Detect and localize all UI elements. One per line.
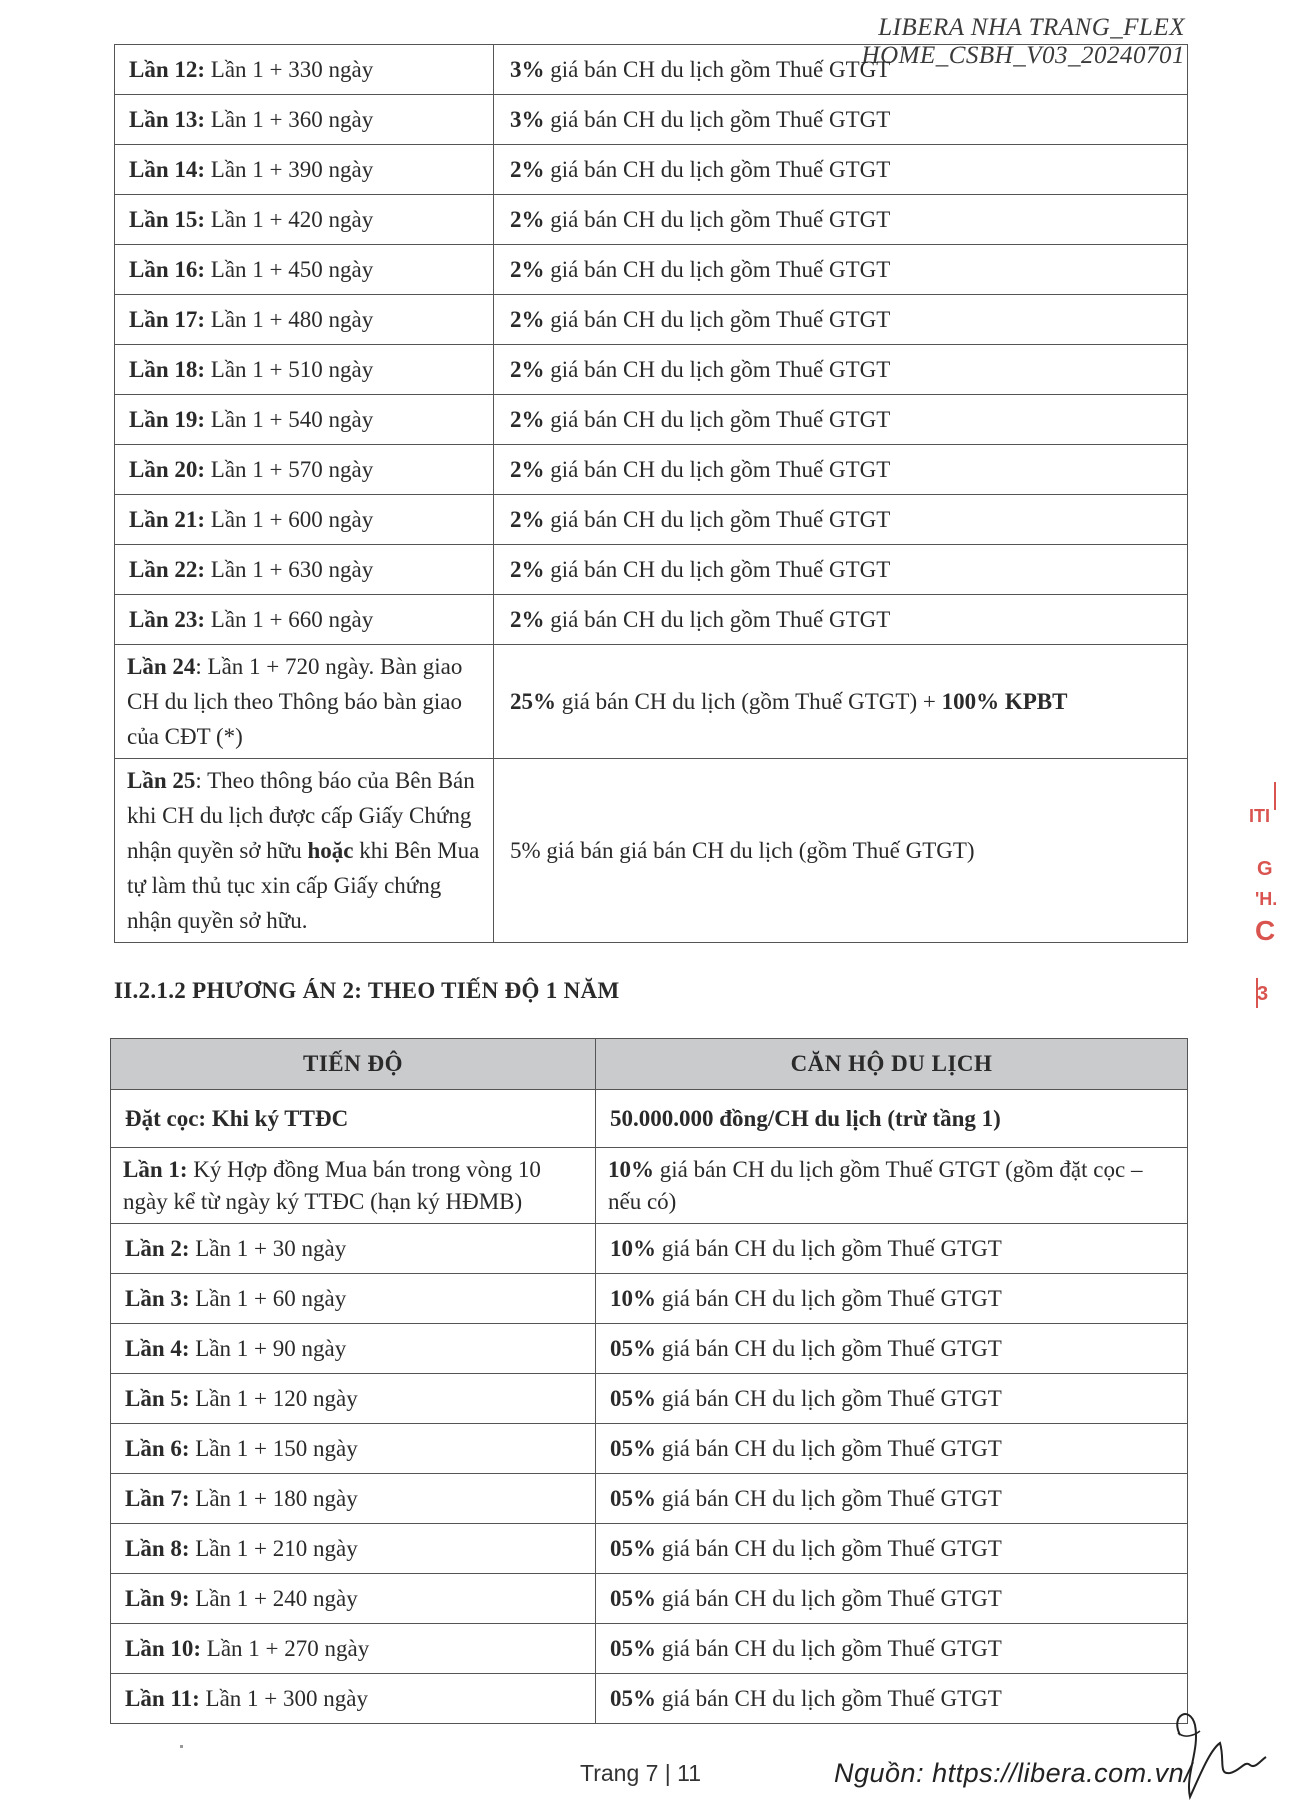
amount-desc: giá bán CH du lịch gồm Thuế GTGT: [544, 306, 891, 332]
row1-pct: 10%: [608, 1156, 654, 1182]
amount-cell: [596, 1524, 1188, 1574]
table-row: [111, 1624, 1188, 1674]
amount-cell: [596, 1424, 1188, 1474]
milestone-label: Lần 10:: [125, 1635, 202, 1661]
source-link[interactable]: Nguồn: https://libera.com.vn/: [834, 1758, 1193, 1788]
milestone-text: Lần 1 + 210 ngày: [189, 1535, 358, 1561]
amount-desc: giá bán CH du lịch gồm Thuế GTGT: [544, 206, 891, 232]
stamp-text-2: G: [1257, 858, 1273, 880]
amount-pct: 2%: [510, 306, 545, 332]
milestone-label: Lần 6:: [125, 1435, 190, 1461]
milestone-text: Lần 1 + 630 ngày: [205, 556, 374, 582]
milestone-cell: [111, 1624, 596, 1674]
amount-desc: giá bán CH du lịch gồm Thuế GTGT: [656, 1335, 1002, 1361]
amount-desc: giá bán CH du lịch gồm Thuế GTGT: [544, 106, 891, 132]
amount-cell: [494, 195, 1188, 245]
milestone-cell: [115, 195, 494, 245]
table-row-lan-25: [115, 759, 1188, 943]
table-row: [111, 1224, 1188, 1274]
milestone-cell: [111, 1674, 596, 1724]
amount-cell: [494, 495, 1188, 545]
table-row: [115, 595, 1188, 645]
row1-amount: [596, 1148, 1188, 1224]
row25-text-bold: hoặc: [307, 838, 354, 863]
milestone-label: Lần 21:: [129, 506, 206, 532]
row1-milestone: [111, 1148, 596, 1224]
payment-schedule-table-continued: [114, 44, 1188, 943]
milestone-text: Lần 1 + 60 ngày: [189, 1285, 347, 1311]
table-row: [111, 1524, 1188, 1574]
milestone-label: Lần 18:: [129, 356, 206, 382]
table-row: [111, 1324, 1188, 1374]
handwritten-signature: [1160, 1705, 1270, 1805]
amount-cell: [596, 1324, 1188, 1374]
row1-desc: giá bán CH du lịch gồm Thuế GTGT (gồm đặt cọc – nếu có): [608, 1156, 1143, 1214]
milestone-label: Lần 22:: [129, 556, 206, 582]
amount-pct: 2%: [510, 256, 545, 282]
amount-pct: 2%: [510, 156, 545, 182]
header-apartment: CĂN HỘ DU LỊCH: [596, 1039, 1188, 1090]
row25-milestone: [115, 759, 494, 943]
table-row: [115, 195, 1188, 245]
row24-label: Lần 24: [127, 654, 196, 679]
red-stamp-fragment: [1245, 780, 1285, 1020]
milestone-label: Lần 9:: [125, 1585, 190, 1611]
table2-header-row: [111, 1039, 1188, 1090]
milestone-text: Lần 1 + 570 ngày: [205, 456, 374, 482]
milestone-text: Lần 1 + 30 ngày: [189, 1235, 347, 1261]
deposit-label-text: Đặt cọc: Khi ký TTĐC: [125, 1105, 349, 1131]
amount-cell: [494, 45, 1188, 95]
milestone-label: Lần 11:: [125, 1685, 200, 1711]
row24-extra: 100% KPBT: [941, 688, 1068, 714]
amount-cell: [494, 145, 1188, 195]
milestone-label: Lần 2:: [125, 1235, 190, 1261]
row25-amount: 5% giá bán giá bán CH du lịch (gồm Thuế GTGT): [494, 759, 1188, 943]
milestone-cell: [115, 545, 494, 595]
deposit-value: [596, 1090, 1188, 1148]
table-row: [115, 295, 1188, 345]
table-row: [111, 1674, 1188, 1724]
amount-cell: [596, 1224, 1188, 1274]
table-row: [111, 1374, 1188, 1424]
stamp-text-5: 3: [1257, 983, 1269, 1005]
milestone-text: Lần 1 + 450 ngày: [205, 256, 374, 282]
table-row-deposit: [111, 1090, 1188, 1148]
amount-desc: giá bán CH du lịch gồm Thuế GTGT: [656, 1485, 1002, 1511]
table-row: [111, 1424, 1188, 1474]
amount-cell: [494, 595, 1188, 645]
stamp-text-4: C: [1255, 915, 1276, 946]
milestone-label: Lần 5:: [125, 1385, 190, 1411]
amount-desc: giá bán CH du lịch gồm Thuế GTGT: [656, 1535, 1002, 1561]
amount-desc: giá bán CH du lịch gồm Thuế GTGT: [544, 506, 891, 532]
milestone-label: Lần 17:: [129, 306, 206, 332]
milestone-label: Lần 23:: [129, 606, 206, 632]
amount-desc: giá bán CH du lịch gồm Thuế GTGT: [544, 606, 891, 632]
milestone-text: Lần 1 + 90 ngày: [189, 1335, 347, 1361]
amount-pct: 05%: [610, 1435, 656, 1461]
amount-desc: giá bán CH du lịch gồm Thuế GTGT: [544, 556, 891, 582]
amount-pct: 05%: [610, 1535, 656, 1561]
amount-desc: giá bán CH du lịch gồm Thuế GTGT: [544, 456, 891, 482]
row25-text-a: : Theo thông báo của Bên Bán khi CH du lịch được cấp Giấy Chứng nhận quyền sở hữu: [127, 768, 475, 863]
table-row: [115, 95, 1188, 145]
milestone-text: Lần 1 + 510 ngày: [205, 356, 374, 382]
amount-desc: giá bán CH du lịch gồm Thuế GTGT: [656, 1685, 1002, 1711]
milestone-text: Lần 1 + 600 ngày: [205, 506, 374, 532]
milestone-label: Lần 19:: [129, 406, 206, 432]
amount-cell: [494, 445, 1188, 495]
section-heading: II.2.1.2 PHƯƠNG ÁN 2: THEO TIẾN ĐỘ 1 NĂM: [114, 978, 620, 1003]
milestone-cell: [111, 1574, 596, 1624]
amount-desc: giá bán CH du lịch gồm Thuế GTGT: [656, 1385, 1002, 1411]
deposit-label: [111, 1090, 596, 1148]
table-row: [111, 1274, 1188, 1324]
milestone-cell: [115, 595, 494, 645]
milestone-cell: [115, 395, 494, 445]
row1-label: Lần 1:: [123, 1156, 188, 1182]
milestone-cell: [115, 345, 494, 395]
milestone-cell: [115, 495, 494, 545]
milestone-cell: [111, 1424, 596, 1474]
amount-desc: giá bán CH du lịch gồm Thuế GTGT: [544, 256, 891, 282]
table-row: [115, 145, 1188, 195]
amount-pct: 2%: [510, 206, 545, 232]
milestone-label: Lần 3:: [125, 1285, 190, 1311]
amount-cell: [494, 395, 1188, 445]
amount-pct: 05%: [610, 1385, 656, 1411]
table2-body: [111, 1090, 1188, 1724]
table-row: [111, 1574, 1188, 1624]
row25-text-b: khi Bên Mua tự làm thủ tục xin cấp Giấy chứng nhận quyền sở hữu.: [127, 838, 480, 933]
milestone-cell: [115, 45, 494, 95]
milestone-cell: [115, 145, 494, 195]
milestone-text: Lần 1 + 150 ngày: [189, 1435, 358, 1461]
milestone-text: Lần 1 + 360 ngày: [205, 106, 374, 132]
row24-milestone: [115, 645, 494, 759]
amount-desc: giá bán CH du lịch gồm Thuế GTGT: [656, 1285, 1002, 1311]
document-code-header: LIBERA NHA TRANG_FLEX HOME_CSBH_V03_20240701: [861, 14, 1185, 69]
amount-pct: 10%: [610, 1285, 656, 1311]
milestone-label: Lần 4:: [125, 1335, 190, 1361]
milestone-text: Lần 1 + 480 ngày: [205, 306, 374, 332]
milestone-label: Lần 12:: [129, 56, 206, 82]
amount-desc: giá bán CH du lịch gồm Thuế GTGT: [656, 1435, 1002, 1461]
amount-cell: [596, 1574, 1188, 1624]
amount-cell: [596, 1374, 1188, 1424]
milestone-label: Lần 8:: [125, 1535, 190, 1561]
amount-pct: 05%: [610, 1685, 656, 1711]
signature-stroke: [1177, 1714, 1266, 1797]
milestone-cell: [115, 295, 494, 345]
row24-amount: [494, 645, 1188, 759]
amount-cell: [494, 345, 1188, 395]
amount-pct: 2%: [510, 356, 545, 382]
milestone-cell: [111, 1474, 596, 1524]
header-progress: TIẾN ĐỘ: [111, 1039, 596, 1090]
row24-pct: 25%: [510, 688, 556, 714]
amount-cell: [494, 245, 1188, 295]
page-number: Trang 7 | 11: [580, 1760, 702, 1786]
amount-cell: [494, 295, 1188, 345]
milestone-label: Lần 14:: [129, 156, 206, 182]
row25-label: Lần 25: [127, 768, 196, 793]
amount-desc: giá bán CH du lịch gồm Thuế GTGT: [656, 1635, 1002, 1661]
amount-cell: [494, 545, 1188, 595]
milestone-text: Lần 1 + 300 ngày: [199, 1685, 368, 1711]
milestone-cell: [111, 1274, 596, 1324]
deposit-value-text: 50.000.000 đồng/CH du lịch (trừ tầng 1): [610, 1105, 1001, 1131]
milestone-cell: [111, 1324, 596, 1374]
scan-dot: [180, 1745, 183, 1748]
amount-cell: [596, 1674, 1188, 1724]
amount-pct: 10%: [610, 1235, 656, 1261]
milestone-text: Lần 1 + 180 ngày: [189, 1485, 358, 1511]
milestone-text: Lần 1 + 330 ngày: [205, 56, 374, 82]
amount-cell: [596, 1274, 1188, 1324]
amount-pct: 05%: [610, 1585, 656, 1611]
amount-desc: giá bán CH du lịch gồm Thuế GTGT: [544, 56, 891, 82]
stamp-text-1: ITI: [1249, 806, 1270, 826]
payment-schedule-table-plan-2: [110, 1038, 1188, 1724]
amount-cell: [494, 95, 1188, 145]
amount-pct: 2%: [510, 456, 545, 482]
table-row: [115, 345, 1188, 395]
amount-desc: giá bán CH du lịch gồm Thuế GTGT: [544, 156, 891, 182]
milestone-text: Lần 1 + 270 ngày: [201, 1635, 370, 1661]
amount-pct: 2%: [510, 406, 545, 432]
milestone-text: Lần 1 + 660 ngày: [205, 606, 374, 632]
amount-pct: 2%: [510, 556, 545, 582]
row1-text: Ký Hợp đồng Mua bán trong vòng 10 ngày kể từ ngày ký TTĐC (hạn ký HĐMB): [123, 1156, 541, 1214]
milestone-text: Lần 1 + 540 ngày: [205, 406, 374, 432]
table-row: [115, 45, 1188, 95]
amount-pct: 05%: [610, 1485, 656, 1511]
milestone-cell: [111, 1374, 596, 1424]
milestone-text: Lần 1 + 240 ngày: [189, 1585, 358, 1611]
milestone-text: Lần 1 + 420 ngày: [205, 206, 374, 232]
milestone-cell: [111, 1224, 596, 1274]
table-row: [111, 1474, 1188, 1524]
table-row: [115, 495, 1188, 545]
milestone-label: Lần 15:: [129, 206, 206, 232]
row24-desc: giá bán CH du lịch (gồm Thuế GTGT) +: [556, 688, 942, 714]
amount-pct: 2%: [510, 606, 545, 632]
milestone-label: Lần 20:: [129, 456, 206, 482]
milestone-text: Lần 1 + 120 ngày: [189, 1385, 358, 1411]
amount-desc: giá bán CH du lịch gồm Thuế GTGT: [656, 1235, 1002, 1261]
table-row: [115, 445, 1188, 495]
table-row-lan-24: [115, 645, 1188, 759]
milestone-cell: [115, 245, 494, 295]
amount-pct: 3%: [510, 56, 545, 82]
row24-text: : Lần 1 + 720 ngày. Bàn giao CH du lịch theo Thông báo bàn giao của CĐT (*): [127, 654, 463, 749]
milestone-cell: [115, 95, 494, 145]
table-row: [115, 245, 1188, 295]
milestone-cell: [115, 445, 494, 495]
table-row: [115, 545, 1188, 595]
amount-pct: 2%: [510, 506, 545, 532]
stamp-text-3: 'H.: [1255, 889, 1278, 909]
milestone-text: Lần 1 + 390 ngày: [205, 156, 374, 182]
table1-body: [115, 45, 1188, 943]
amount-desc: giá bán CH du lịch gồm Thuế GTGT: [656, 1585, 1002, 1611]
amount-cell: [596, 1624, 1188, 1674]
amount-cell: [596, 1474, 1188, 1524]
milestone-label: Lần 13:: [129, 106, 206, 132]
amount-pct: 05%: [610, 1635, 656, 1661]
milestone-label: Lần 7:: [125, 1485, 190, 1511]
table-row-lan-1: [111, 1148, 1188, 1224]
table-row: [115, 395, 1188, 445]
amount-desc: giá bán CH du lịch gồm Thuế GTGT: [544, 356, 891, 382]
milestone-cell: [111, 1524, 596, 1574]
amount-desc: giá bán CH du lịch gồm Thuế GTGT: [544, 406, 891, 432]
amount-pct: 05%: [610, 1335, 656, 1361]
milestone-label: Lần 16:: [129, 256, 206, 282]
amount-pct: 3%: [510, 106, 545, 132]
